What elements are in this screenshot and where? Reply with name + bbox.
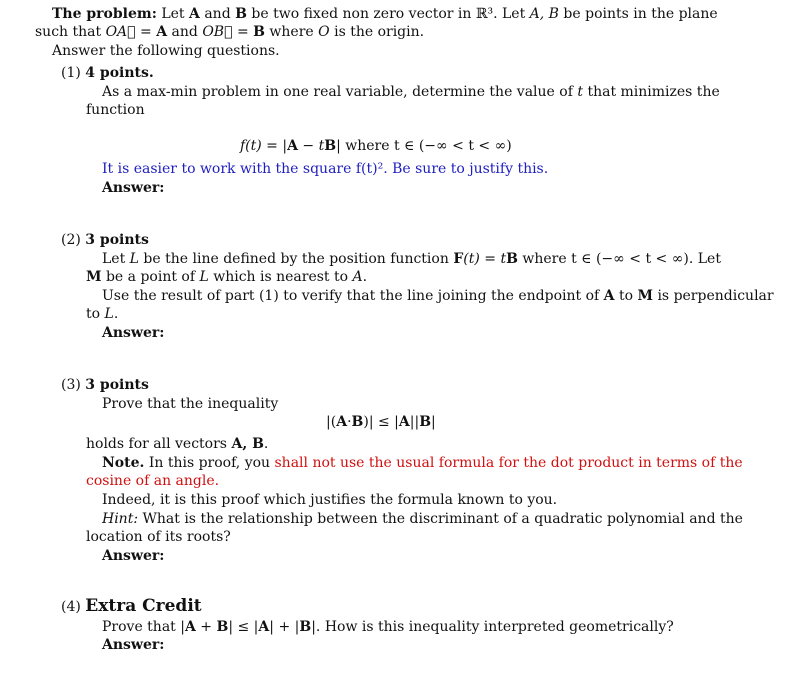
formula-part: f(t) = | <box>240 138 288 154</box>
formula-part: )| ≤ | <box>363 414 399 430</box>
q3-text: In this proof, you <box>144 455 275 471</box>
intro-text: is the origin. <box>329 24 425 40</box>
q2-text: (t) = t <box>463 251 507 267</box>
q2-text: which is nearest to <box>208 269 353 285</box>
vector-A: A <box>258 619 270 635</box>
q1-line-1 <box>102 83 720 101</box>
point-M: M <box>637 288 653 304</box>
intro-line-1 <box>52 5 718 23</box>
q4-text: |. How is this inequality interpreted geometrically? <box>311 619 674 635</box>
q3-line-1 <box>102 395 278 413</box>
intro-text: be two fixed non zero vector in ℝ³. Let <box>246 6 530 22</box>
point-A: A <box>352 269 363 285</box>
q3-points: 3 points <box>85 377 149 393</box>
q3-indeed <box>102 491 557 509</box>
intro-line-3 <box>52 42 280 60</box>
intro-text: and <box>199 6 236 22</box>
vectors-AB: A, B <box>231 436 264 452</box>
vector-B: B <box>299 619 312 635</box>
origin-O: O <box>318 24 330 40</box>
intro-text: such that <box>35 24 106 40</box>
intro-text: where <box>264 24 319 40</box>
q3-hint-line-1 <box>102 510 743 528</box>
answer-label: Answer: <box>102 548 165 564</box>
q2-text: . <box>362 269 368 285</box>
q2-text: Use the result of part (1) to verify that the line joining the endpoint of <box>102 288 604 304</box>
q2-text: to <box>86 306 105 322</box>
q2-line-4 <box>86 305 118 323</box>
line-L: L <box>129 251 139 267</box>
note-warning: cosine of an angle. <box>86 473 220 489</box>
q3-header <box>61 376 149 394</box>
line-L: L <box>104 306 114 322</box>
vector-B: B <box>351 414 364 430</box>
q3-text: Prove that the inequality <box>102 396 279 412</box>
q1-text: function <box>86 102 145 118</box>
q1-hint-text: It is easier to work with the square f(t)². Be sure to justify this. <box>102 161 549 177</box>
vector-A: A <box>184 619 196 635</box>
point-M: M <box>86 269 102 285</box>
q1-formula <box>240 137 512 155</box>
intro-line-2 <box>35 23 424 41</box>
q3-note-line-2 <box>86 472 219 490</box>
answer-label: Answer: <box>102 637 165 653</box>
intro-heading: The problem: <box>52 6 157 22</box>
vector-B: B <box>324 138 337 154</box>
vector-OB: OB⃗ <box>202 24 233 40</box>
q1-points: 4 points. <box>85 65 154 81</box>
points-AB: A, B <box>529 6 559 22</box>
q2-text: Let <box>102 251 130 267</box>
q2-text: to <box>614 288 638 304</box>
q2-text: is perpendicular <box>653 288 774 304</box>
q3-inequality <box>326 413 436 431</box>
q4-text: | + | <box>269 619 300 635</box>
hint-label: Hint: <box>102 511 139 527</box>
answer-label: Answer: <box>102 180 165 196</box>
q4-title: Extra Credit <box>85 596 202 616</box>
q2-text: . <box>113 306 119 322</box>
q2-line-3 <box>102 287 774 305</box>
vector-B: B <box>419 414 432 430</box>
note-warning: shall not use the usual formula for the dot product in terms of the <box>274 455 743 471</box>
q3-text: holds for all vectors <box>86 436 232 452</box>
q1-text: As a max-min problem in one real variable, determine the value of <box>102 84 578 100</box>
q4-text: + <box>195 619 217 635</box>
line-L: L <box>199 269 209 285</box>
vector-A: A <box>603 288 615 304</box>
formula-part: |( <box>326 414 337 430</box>
vector-B: B <box>253 24 265 40</box>
formula-part: || <box>409 414 420 430</box>
q1-number: (1) <box>61 65 81 81</box>
q4-line-1 <box>102 618 674 636</box>
q3-note-line-1 <box>102 454 743 472</box>
formula-part: · <box>347 414 352 430</box>
vector-A: A <box>398 414 410 430</box>
q2-points: 3 points <box>85 232 149 248</box>
note-label: Note. <box>102 455 145 471</box>
variable-t: t <box>577 84 583 100</box>
q2-text: be the line defined by the position function <box>138 251 454 267</box>
vector-A: A <box>336 414 348 430</box>
q1-text: that minimizes the <box>583 84 720 100</box>
q3-text: . <box>263 436 269 452</box>
intro-instructions: Answer the following questions. <box>52 43 280 59</box>
q1-answer-label <box>102 179 164 197</box>
q3-answer-label <box>102 547 164 565</box>
q4-text: Prove that | <box>102 619 185 635</box>
q1-header <box>61 64 154 82</box>
q2-number: (2) <box>61 232 81 248</box>
intro-text: = <box>135 24 157 40</box>
q2-header <box>61 231 149 249</box>
formula-part: | where t ∈ (−∞ < t < ∞) <box>336 138 512 154</box>
q3-number: (3) <box>61 377 81 393</box>
q1-line-2 <box>86 101 145 119</box>
q3-line-2 <box>86 435 268 453</box>
q3-hint-line-2 <box>86 528 231 546</box>
intro-text: = <box>232 24 254 40</box>
vector-B: B <box>506 251 518 267</box>
answer-label: Answer: <box>102 325 165 341</box>
intro-text: Let <box>156 6 189 22</box>
vector-A: A <box>189 6 200 22</box>
q2-line-1 <box>102 250 721 268</box>
formula-part: − t <box>297 138 325 154</box>
vector-B: B <box>216 619 229 635</box>
q3-text: What is the relationship between the discriminant of a quadratic polynomial and the <box>138 511 743 527</box>
q3-text: location of its roots? <box>86 529 231 545</box>
q4-number: (4) <box>61 599 81 615</box>
vector-B: B <box>235 6 247 22</box>
q2-text: where t ∈ (−∞ < t < ∞). Let <box>517 251 721 267</box>
vector-A: A <box>156 24 168 40</box>
formula-part: | <box>431 414 436 430</box>
q2-text: be a point of <box>101 269 200 285</box>
q2-answer-label <box>102 324 164 342</box>
q4-text: | ≤ | <box>228 619 259 635</box>
vector-A: A <box>287 138 298 154</box>
q3-text: Indeed, it is this proof which justifies the formula known to you. <box>102 492 558 508</box>
intro-text: and <box>167 24 203 40</box>
q1-hint <box>102 160 548 178</box>
q4-answer-label <box>102 636 164 654</box>
intro-text: be points in the plane <box>558 6 718 22</box>
vector-OA: OA⃗ <box>105 24 136 40</box>
q4-header <box>61 597 202 616</box>
q2-line-2 <box>86 268 367 286</box>
function-F: F <box>453 251 464 267</box>
